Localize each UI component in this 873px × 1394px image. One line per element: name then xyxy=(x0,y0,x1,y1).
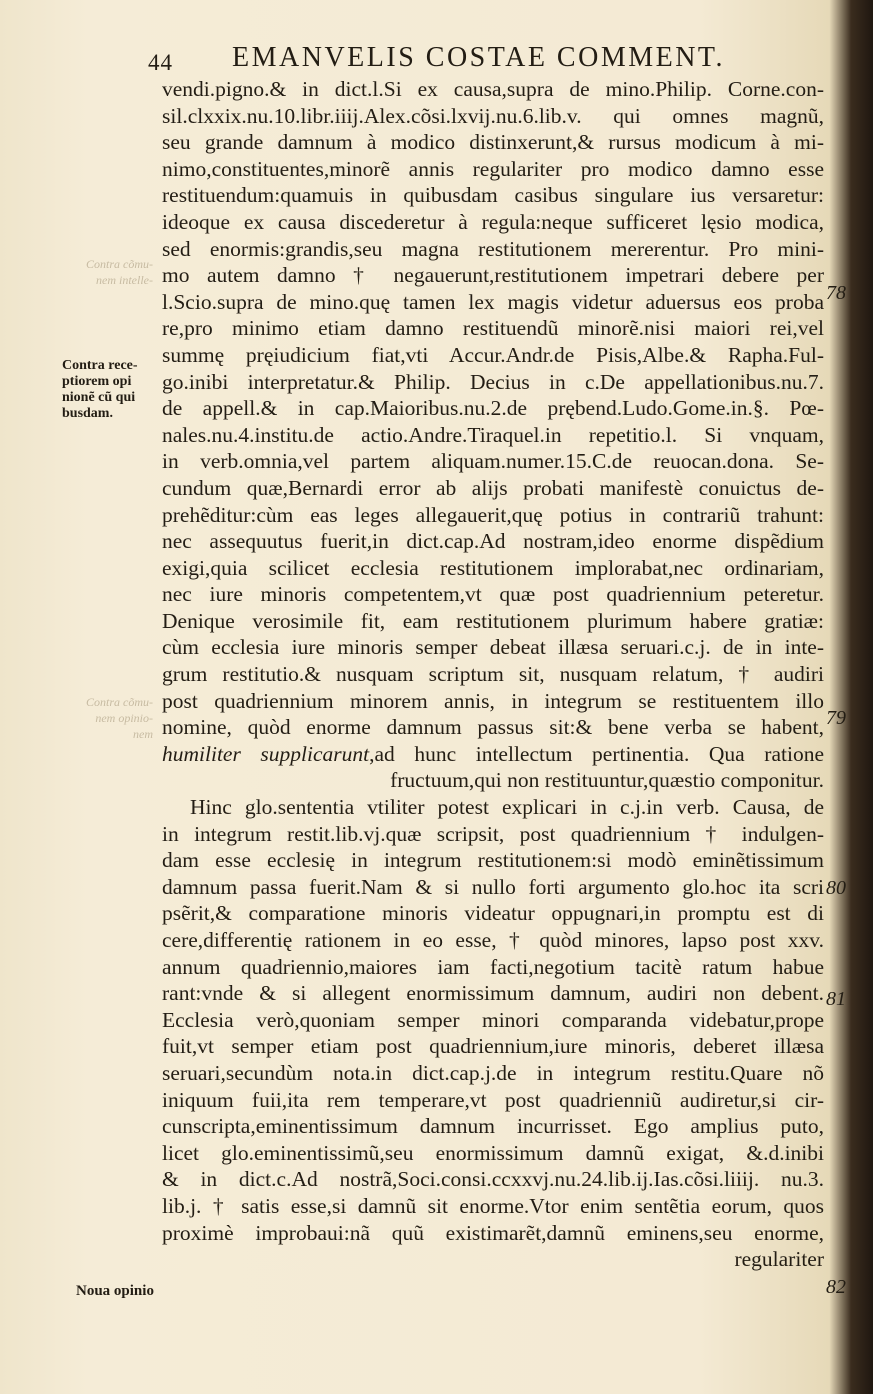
text-line: mo autem damno † negauerunt,restitutionem impetrari debere per xyxy=(162,263,824,288)
margin-note-contra: Contra rece-ptiorem opi nionẽ cũ qui busdam. xyxy=(62,358,138,421)
page-number: 44 xyxy=(148,50,173,75)
text-line: grum restitutio.& nusquam scriptum sit, nusquam relatum, † audiri xyxy=(162,662,824,687)
text-line: psẽrit,& comparatione minoris videatur oppugnari,in promptu est di xyxy=(162,901,824,926)
text-line: fuit,vt semper etiam post quadriennium,iure minoris, deberet illæsa xyxy=(162,1034,824,1059)
text-line xyxy=(162,741,824,768)
text-line: prehẽditur:cùm eas leges allegauerit,quę potius in contrariũ trahunt: xyxy=(162,502,824,527)
margin-number-78: 78 xyxy=(826,282,846,304)
text-line: exigi,quia scilicet ecclesia restitutionem implorabat,nec ordinariam, xyxy=(162,555,824,580)
text-line: sil.clxxix.nu.10.libr.iiij.Alex.cõsi.lxvij.nu.6.lib.v. qui omnes magnũ, xyxy=(162,103,824,128)
text-line: iniquum fuii,ita rem temperare,vt post quadrienniũ audiretur,si cir- xyxy=(162,1087,824,1112)
text-line: l.Scio.supra de mino.quę tamen lex magis videtur aduersus eos proba xyxy=(162,289,824,314)
text-line: nec iure minoris competentem,vt quæ post quadriennium peteretur. xyxy=(162,582,824,607)
margin-number-81: 81 xyxy=(826,988,846,1010)
text-line: rant:vnde & si allegent enormissimum damnum, audiri non debent. xyxy=(162,981,824,1006)
text-line: go.inibi interpretatur.& Philip. Decius in c.De appellationibus.nu.7. xyxy=(162,369,824,394)
body-text xyxy=(162,76,824,1273)
text-line: nomine, quòd enorme damnum passus sit:& bene verba se habent, xyxy=(162,715,824,740)
margin-number-80: 80 xyxy=(826,877,846,899)
page-header xyxy=(0,40,860,76)
margin-number-79: 79 xyxy=(826,707,846,729)
text-line: & in dict.c.Ad nostrã,Soci.consi.ccxxvj.nu.24.lib.ij.Ias.cõsi.liiij. nu.3. xyxy=(162,1167,824,1192)
text-line: ideoque ex causa discederetur à regula:neque sufficeret lęsio modica, xyxy=(162,209,824,234)
text-line: post quadriennium minorem annis, in integrum se restituentem illo xyxy=(162,688,824,713)
text-line: nales.nu.4.institu.de actio.Andre.Tiraquel.in repetitio.l. Si vnquam, xyxy=(162,422,824,447)
text-line: proximè improbaui:nã quũ existimarẽt,damnũ eminens,seu enorme, xyxy=(162,1220,824,1245)
margin-note-noua-opinio: Noua opinio xyxy=(76,1283,154,1299)
line-rest: ,ad hunc intellectum pertinentia. Qua ratione xyxy=(369,741,824,766)
text-line: Hinc glo.sententia vtiliter potest explicari in c.j.in verb. Causa, de xyxy=(190,795,824,820)
text-line: re,pro minimo etiam damno restituendũ minorẽ.nisi maiori rei,vel xyxy=(162,316,824,341)
text-line: de appell.& in cap.Maioribus.nu.2.de prębend.Ludo.Gome.in.§. Pœ- xyxy=(162,396,824,421)
text-line: dam esse ecclesię in integrum restitutionem:si modò eminẽtissimum xyxy=(162,848,824,873)
text-line: nec assequutus fuerit,in dict.cap.Ad nostram,ideo enorme dispẽdium xyxy=(162,529,824,554)
text-line: cùm ecclesia iure minoris semper debeat illæsa seruari.c.j. de in inte- xyxy=(162,635,824,660)
text-line: Denique verosimile fit, eam restitutionem plurimum habere gratiæ: xyxy=(162,608,824,633)
text-line: cunscripta,eminentissimum damnum incurrisset. Ego amplius puto, xyxy=(162,1114,824,1139)
text-line: licet glo.eminentissimũ,seu enormissimum damnũ exigat, &.d.inibi xyxy=(162,1140,824,1165)
text-line: seu grande damnum à modico distinxerunt,& rursus modicum à mi- xyxy=(162,130,824,155)
text-line: annum quadriennio,maiores iam facti,negotium tacitè ratum habue xyxy=(162,954,824,979)
text-line: summę pręiudicium fiat,vti Accur.Andr.de Pisis,Albe.& Rapha.Ful- xyxy=(162,342,824,367)
text-line: damnum passa fuerit.Nam & si nullo forti argumento glo.hoc ita scri xyxy=(162,874,824,899)
text-line: in integrum restit.lib.vj.quæ scripsit, post quadriennium † indulgen- xyxy=(162,821,824,846)
text-line: restituendum:quamuis in quibusdam casibus singulare ius versaretur: xyxy=(162,183,824,208)
text-line: fructuum,qui non restituuntur,quæstio componitur. xyxy=(390,768,824,793)
margin-number-82: 82 xyxy=(826,1276,846,1298)
text-line: in verb.omnia,vel partem aliquam.numer.15.C.de reuocan.dona. Se- xyxy=(162,449,824,474)
text-line: cere,differentię rationem in eo esse, † quòd minores, lapso post xxv. xyxy=(162,928,824,952)
text-line: regulariter xyxy=(734,1247,824,1272)
text-line: sed enormis:grandis,seu magna restitutionem mererentur. Pro mini- xyxy=(162,236,824,261)
bleed-through-text-2: Contra cõmu-nem opinio-nem xyxy=(86,695,153,741)
text-line: vendi.pigno.& in dict.l.Si ex causa,supra de mino.Philip. Corne.con- xyxy=(162,77,824,101)
bleed-through-text-1: Contra cõmu-nem intelle- xyxy=(86,257,153,287)
text-line: nimo,constituentes,minorẽ annis regulariter pro modico damno esse xyxy=(162,156,824,181)
text-line: seruari,secundùm nota.in dict.cap.j.de in integrum restitu.Quare nõ xyxy=(162,1060,824,1085)
running-head: EMANVELIS COSTAE COMMENT. xyxy=(232,42,725,73)
text-line: lib.j. † satis esse,si damnũ sit enorme.Vtor enim sentẽtia eorum, quos xyxy=(162,1193,824,1218)
text-line: cundum quæ,Bernardi error ab alijs probati manifestè conuictus de- xyxy=(162,475,824,500)
italic-phrase: humiliter supplicarunt xyxy=(162,741,370,766)
text-line: Ecclesia verò,quoniam semper minori comparanda videbatur,prope xyxy=(162,1007,824,1032)
